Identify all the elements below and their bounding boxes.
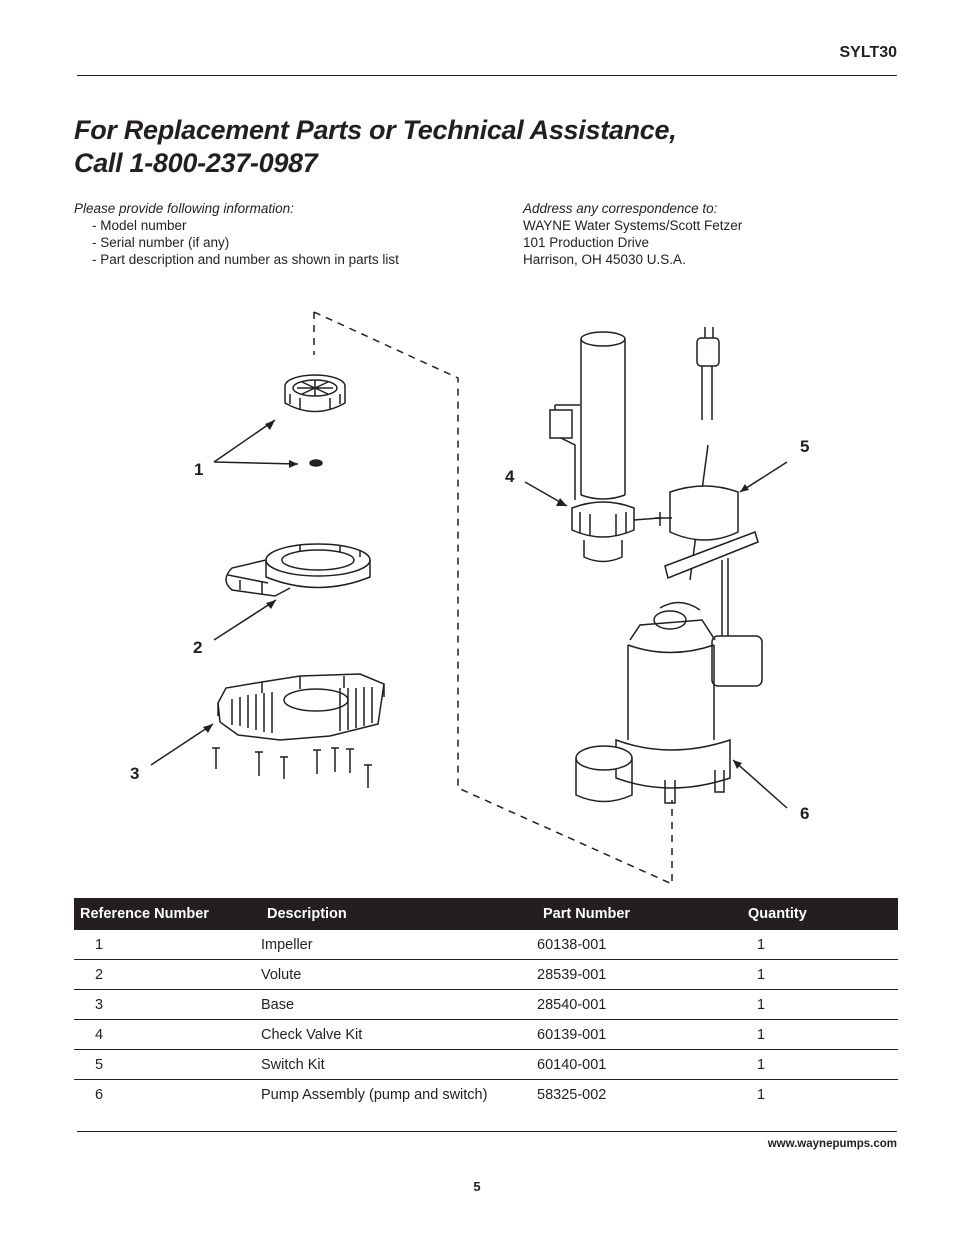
footer-divider	[77, 1131, 897, 1132]
info-item: - Serial number (if any)	[92, 235, 230, 250]
table-row	[74, 1020, 898, 1050]
title-line-2: Call 1-800-237-0987	[74, 148, 318, 178]
column-header-quantity: Quantity	[742, 898, 898, 930]
cell-description: Impeller	[261, 930, 537, 960]
table-row	[74, 1050, 898, 1080]
cell-reference-number: 5	[74, 1050, 261, 1080]
info-item: - Part description and number as shown in parts list	[92, 252, 399, 267]
impeller-drawing	[285, 375, 345, 466]
parts-table	[74, 898, 898, 1109]
parts-table-header-row	[74, 898, 898, 930]
switch-kit-drawing	[655, 327, 762, 686]
column-header-description: Description	[261, 898, 537, 930]
cell-description: Pump Assembly (pump and switch)	[261, 1086, 488, 1103]
check-valve-drawing	[550, 332, 660, 562]
cell-description: Switch Kit	[261, 1050, 537, 1080]
column-header-part-number: Part Number	[537, 898, 742, 930]
cell-quantity: 1	[742, 1050, 898, 1080]
cell-part-number: 28539-001	[537, 960, 742, 990]
info-required-block	[74, 200, 399, 268]
cell-quantity: 1	[757, 1086, 766, 1103]
callout-3: 3	[130, 764, 140, 783]
info-required-heading: Please provide following information:	[74, 201, 294, 216]
cell-reference-number: 4	[74, 1020, 261, 1050]
model-number: SYLT30	[839, 44, 897, 61]
address-line: WAYNE Water Systems/Scott Fetzer	[523, 218, 743, 233]
address-block	[523, 200, 742, 268]
header-divider	[77, 75, 897, 76]
cell-part-number: 60139-001	[537, 1020, 742, 1050]
volute-drawing	[226, 544, 370, 596]
callout-1: 1	[194, 460, 204, 479]
table-row	[74, 990, 898, 1020]
pump-assembly-drawing	[576, 602, 730, 803]
column-header-reference-number: Reference Number	[74, 898, 261, 930]
cell-part-number: 28540-001	[537, 990, 742, 1020]
base-drawing	[218, 674, 384, 740]
title-line-1: For Replacement Parts or Technical Assistance,	[74, 115, 677, 145]
table-row	[74, 960, 898, 990]
website-url: www.waynepumps.com	[767, 1138, 897, 1150]
address-heading: Address any correspondence to:	[523, 201, 718, 216]
info-item: - Model number	[92, 218, 187, 233]
cell-reference-number: 6	[95, 1086, 104, 1103]
cell-reference-number: 2	[74, 960, 261, 990]
page-title	[74, 114, 676, 180]
cell-quantity: 1	[742, 990, 898, 1020]
cell-quantity: 1	[742, 1020, 898, 1050]
assembly-dashed-outline	[314, 312, 672, 884]
cell-reference-number: 1	[74, 930, 261, 960]
callout-6: 6	[800, 804, 810, 823]
exploded-parts-diagram	[0, 290, 954, 900]
cell-quantity: 1	[742, 930, 898, 960]
cell-reference-number: 3	[74, 990, 261, 1020]
address-line: Harrison, OH 45030 U.S.A.	[523, 252, 686, 267]
cell-description: Base	[261, 990, 537, 1020]
page-number: 5	[473, 1179, 481, 1194]
cell-part-number: 60140-001	[537, 1050, 742, 1080]
cell-part-number: 60138-001	[537, 930, 742, 960]
callout-4: 4	[505, 467, 515, 486]
table-row	[74, 1080, 898, 1110]
table-row	[74, 930, 898, 960]
callout-2: 2	[193, 638, 203, 657]
address-line: 101 Production Drive	[523, 235, 650, 250]
callout-5: 5	[800, 437, 810, 456]
cell-description: Volute	[261, 960, 537, 990]
cell-quantity: 1	[742, 960, 898, 990]
cell-description: Check Valve Kit	[261, 1020, 537, 1050]
screws-drawing	[212, 748, 372, 788]
cell-part-number: 58325-002	[537, 1086, 607, 1103]
